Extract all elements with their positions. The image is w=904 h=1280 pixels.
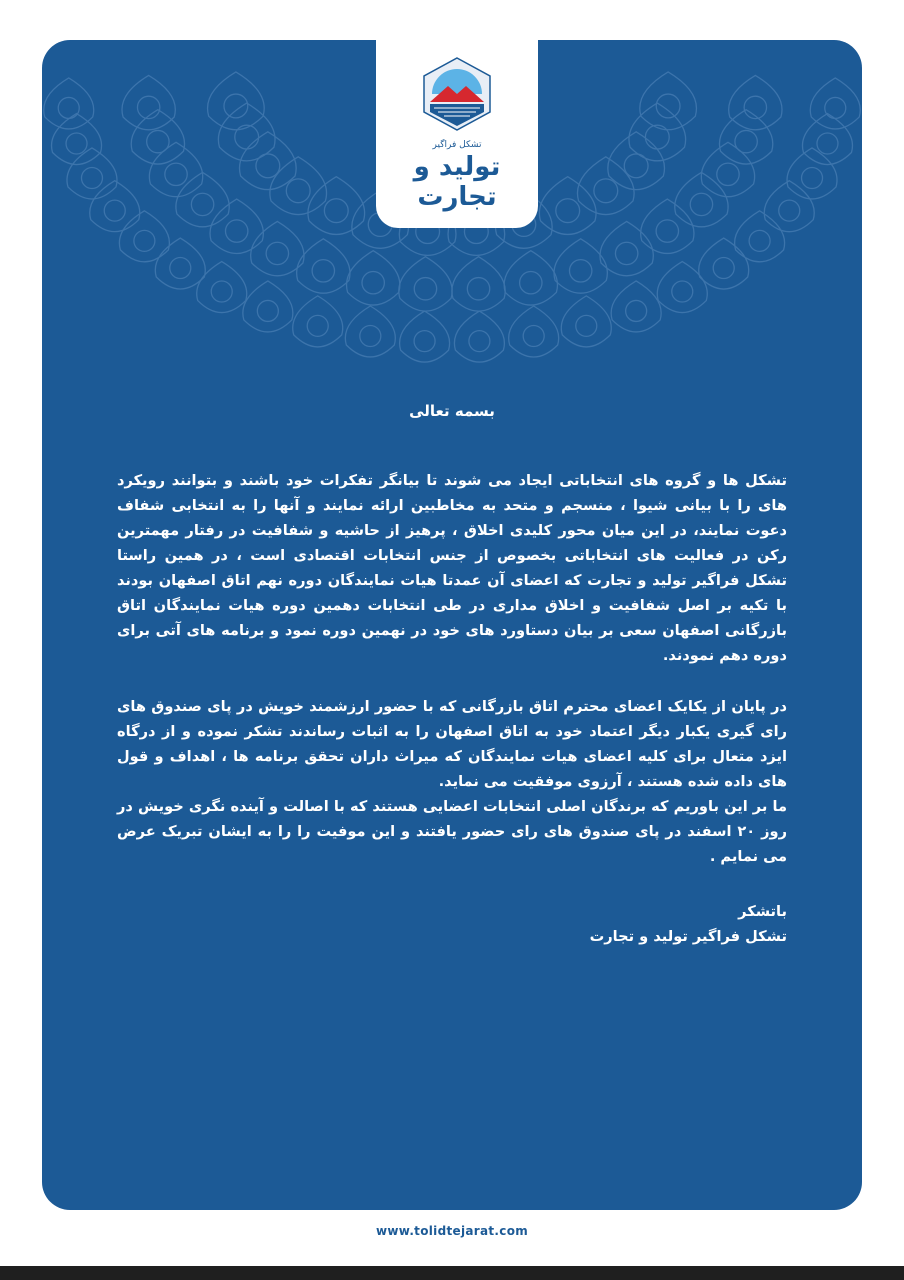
pattern-petal [611,281,661,332]
pattern-petal-core [362,272,384,294]
pattern-petal [802,114,852,165]
logo-small-text: تشکل فراگیر [432,140,482,150]
pattern-petal [243,281,293,332]
pattern-petal [787,148,837,199]
paragraph-2: در پایان از یکایک اعضای محترم اتاق بازرگانی که با حضور ارزشمند خویش در پای صندوق های رای گیری یکبار دیگر اعتماد خود به اتاق اصفهان را به اثبات رساندند تشکر نموده و از درگاه ایزد متعال برای کلیه اعضای هیات نمایندگان که میراث داران تحقق برنامه ها ، اهداف و قول های داده شده هستند ، آرزوی موفقیت می نماید. [117,698,787,790]
pattern-petal-core [81,167,102,188]
pattern-petal-core [594,179,618,203]
letter-card [42,40,862,1210]
pattern-petal [810,78,860,129]
pattern-petal [701,142,754,196]
pattern-petal [119,211,169,262]
pattern-petal [347,251,400,305]
pattern-petal-core [615,242,637,264]
pattern-petal-core [520,272,542,294]
pattern-petal [539,177,596,235]
website-link[interactable]: www.tolidtejarat.com [375,1224,529,1238]
pattern-petal-core [576,315,597,336]
pattern-petal-core [286,179,310,203]
logo-tab [376,40,538,228]
footer-pill [316,1211,588,1251]
closing-thanks: باتشکر [738,903,787,920]
pattern-petal-core [656,220,678,242]
mountain-emblem-icon [420,54,494,134]
pattern-petal [452,257,505,311]
pattern-petal-core [324,199,348,223]
pattern-petal-core [414,331,435,352]
pattern-petal-core [624,154,648,178]
pattern-petal-core [523,325,544,346]
pattern-petal [561,296,611,347]
pattern-petal-core [467,278,489,300]
pattern-petal [504,251,557,305]
pattern-petal-core [672,281,693,302]
pattern-petal-core [307,315,328,336]
pattern-petal [122,75,175,129]
pattern-petal-core [266,242,288,264]
paragraph-1: تشکل ها و گروه های انتخاباتی ایجاد می شوند تا بیانگر تفکرات خود باشند و بتوانند رویکرد های را با بیانی شیوا ، منسجم و متحد به مخاطبین ارائه نمایند و آنها را به انتخابی شفاف دعوت نمایند، در این میان محور کلیدی اخلاق ، پرهیز از حاشیه و شفافیت در رفتار مهمترین رکن در فعالیت های انتخاباتی بخصوص از جنس انتخابات اقتصادی است ، در همین راستا تشکل فراگیر تولید و تجارت که اعضای آن عمدتا هیات نمایندگان دوره نهم اتاق اصفهان بودند با تکیه بر اصل شفافیت و اخلاق مداری در طی انتخابات دهمین دوره هیات نمایندگان اتاق بازرگانی اصفهان سعی بر بیان دستاورد های خود در نهمین دوره نمود و برنامه های آتی برای دوره دهم نمودند. [117,472,787,664]
pattern-petal-core [626,300,647,321]
pattern-petal-core [224,94,248,118]
closing-signature: تشکل فراگیر تولید و تجارت [589,928,787,945]
pattern-petal [197,262,247,313]
pattern-petal-core [66,133,87,154]
pattern-petal-core [58,97,79,118]
pattern-petal-core [569,260,591,282]
pattern-petal [293,296,343,347]
pattern-petal-core [134,230,155,251]
pattern-petal [44,78,94,129]
pattern-petal [729,75,782,129]
pattern-petal [270,157,327,215]
pattern-petal-core [779,200,800,221]
paragraph-3: ما بر این باوریم که برندگان اصلی انتخابات اعضایی هستند که با اصالت و آینده نگری خویش در روز ۲۰ اسفند در پای صندوق های رای حضور یافتند و این موفیت را را به ایشان تبریک عرض می نمایم . [117,798,787,865]
pattern-petal-core [147,130,169,152]
pattern-petal [399,257,452,311]
pattern-petal [149,142,202,196]
pattern-petal-core [656,94,680,118]
pattern-petal-core [165,163,187,185]
pattern-petal-core [556,199,580,223]
pattern-petal [657,262,707,313]
pattern-petal [554,239,607,293]
pattern-petal-core [225,220,247,242]
pattern-petal-core [817,133,838,154]
pattern-petal-core [802,167,823,188]
pattern-petal-core [170,258,191,279]
pattern-petal [400,311,450,362]
pattern-petal-core [713,258,734,279]
pattern-petal [454,311,504,362]
pattern-petal [208,72,265,130]
pattern-petal-core [312,260,334,282]
pattern-petal [640,72,697,130]
closing-block [117,899,787,949]
pattern-petal [509,306,559,357]
pattern-petal [210,199,263,253]
pattern-petal-core [749,230,770,251]
pattern-petal [297,239,350,293]
pattern-petal-core [690,193,712,215]
pattern-petal [67,148,117,199]
pattern-petal [577,157,634,215]
pattern-petal [699,238,749,289]
pattern-petal-core [104,200,125,221]
pattern-petal-core [191,193,213,215]
pattern-petal [345,306,395,357]
pattern-petal-core [469,331,490,352]
pattern-petal [251,221,304,275]
pattern-petal [308,177,365,235]
pattern-petal-core [211,281,232,302]
pattern-petal-core [825,97,846,118]
letter-body [117,402,787,949]
bottom-bar [0,1266,904,1280]
pattern-petal [735,211,785,262]
pattern-petal-core [235,125,259,149]
pattern-petal-core [257,300,278,321]
pattern-petal [155,238,205,289]
pattern-petal [600,221,653,275]
letter-title: بسمه تعالی [409,402,495,420]
pattern-petal [641,199,694,253]
logo-main-text: تولید و تجارت [413,152,501,212]
pattern-petal-core [360,325,381,346]
pattern-petal-core [645,125,669,149]
pattern-petal-core [414,278,436,300]
pattern-petal-core [717,163,739,185]
pattern-petal [52,114,102,165]
